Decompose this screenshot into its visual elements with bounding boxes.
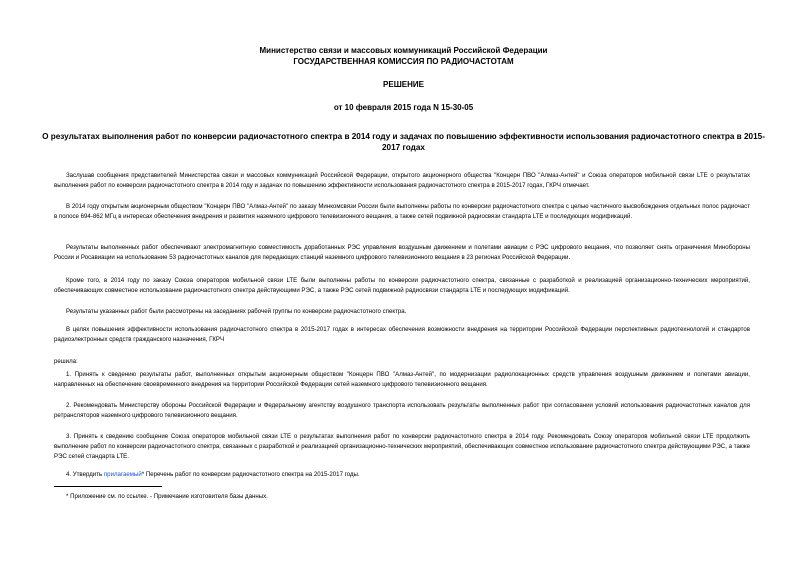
decision-item-1: 1. Принять к сведению результаты работ, выполненных открытым акционерным обществом "Концерн ПВО "Алмаз-Антей", по модернизации радиолокационных средств управления воздушным движением и полетами авиации, направленных на обеспечение своевременного внедрения на территории Российской Федерации сетей наземного цифрового телевизионного вещания. bbox=[54, 371, 750, 389]
paragraph-intro: Заслушав сообщения представителей Министерства связи и массовых коммуникаций Российской Федерации, открытого акционерного общества "Концерн ПВО "Алмаз-Антей" и Союза операторов мобильной связи LTE о результатах выполнения работ по конверсии радиочастотного спектра в 2014 году и задачах по повышению эффективности использования радиочастотного спектра в 2015-2017 годах, ГКРЧ отмечает. bbox=[54, 172, 750, 190]
ministry-name: Министерство связи и массовых коммуникаций Российской Федерации bbox=[259, 46, 548, 55]
paragraph-results: Результаты выполненных работ обеспечивают электромагнитную совместимость доработанных РЭС управления воздушным движением и полетами авиации с РЭС цифрового вещания, что позволяет снять ограничения Минобороны России и Росавиации на использование 53 радиочастотных каналов для передающих станций наземного цифрового телевизионного вещания в 23 регионах Российской Федерации. bbox=[54, 244, 750, 262]
document-type: РЕШЕНИЕ bbox=[383, 80, 424, 89]
decision-item-2: 2. Рекомендовать Министерству обороны Российской Федерации и Федеральному агентству воздушного транспорта использовать результаты выполненных работ при согласовании условий использования радиочастотных каналов для ретрансляторов наземного цифрового телевизионного вещания. bbox=[54, 402, 750, 420]
decision-item-3: 3. Принять к сведению сообщение Союза операторов мобильной связи LTE о результатах выполнения работ по конверсии радиочастотного спектра в 2014 году. Рекомендовать Союзу операторов мобильной связи LTE продолжить выполнение работ по конверсии радиочастотного спектра, связанных с разработкой и реализацией организационно-технических мероприятий, обеспечивающих совместное использование радиочастотного спектра действующими РЭС, а также РЭС сетей стандарта LTE. bbox=[54, 433, 750, 461]
footnote: * Приложение см. по ссылке. - Примечание изготовителя базы данных. bbox=[66, 493, 268, 500]
paragraph-lte-works: Кроме того, в 2014 году по заказу Союза операторов мобильной связи LTE были выполнены работы по конверсии радиочастотного спектра, связанные с разработкой и реализацией организационно-технических мероприятий, обеспечивающих совместное использование радиочастотного спектра действующими РЭС, а также РЭС сетей подвижной радиосвязи стандарта LTE и последующих модификаций. bbox=[54, 277, 750, 295]
attachment-link[interactable]: прилагаемый bbox=[103, 471, 142, 478]
footnote-divider bbox=[54, 486, 162, 487]
commission-name: ГОСУДАРСТВЕННАЯ КОМИССИЯ ПО РАДИОЧАСТОТАМ bbox=[293, 57, 514, 66]
decision-label: решила: bbox=[54, 358, 78, 365]
decision-item-4 bbox=[54, 470, 750, 480]
document-date-number: от 10 февраля 2015 года N 15-30-05 bbox=[333, 103, 474, 112]
document-title: О результатах выполнения работ по конверсии радиочастотного спектра в 2014 году и задачах по повышению эффективности использования радиочастотного спектра в 2015-2017 годах bbox=[42, 132, 765, 152]
paragraph-goals: В целях повышения эффективности использования радиочастотного спектра в 2015-2017 годах в интересах обеспечения возможности внедрения на территории Российской Федерации перспективных радиотехнологий и стандартов радиоэлектронных средств гражданского назначения, ГКРЧ bbox=[54, 326, 750, 344]
paragraph-review: Результаты указанных работ были рассмотрены на заседаниях рабочей группы по конверсии радиочастотного спектра. bbox=[66, 308, 407, 315]
decision-item-4-suffix: * Перечень работ по конверсии радиочастотного спектра на 2015-2017 годы. bbox=[141, 471, 360, 478]
paragraph-almaz-works: В 2014 году открытым акционерным обществом "Концерн ПВО "Алмаз-Антей" по заказу Минкомсвязи России были выполнены работы по конверсии радиочастотного спектра с целью частичного высвобождения отдельных полос радиочаст в полосе 694-862 МГц в интересах обеспечения внедрения и развития наземного цифрового телевизионного вещания, а также сетей подвижной радиосвязи стандарта LTE и последующих модификаций. bbox=[54, 203, 750, 221]
decision-item-4-prefix: 4. Утвердить bbox=[66, 471, 104, 478]
